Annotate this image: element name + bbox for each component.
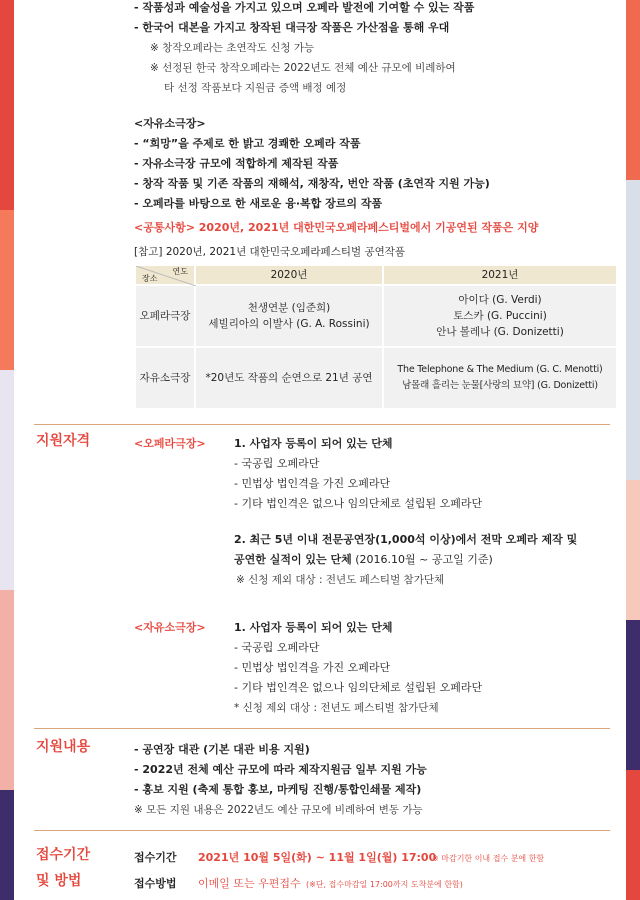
eligibility-opera-sub-3: - 기타 법인격은 없으나 임의단체로 설립된 오페라단 <box>234 497 483 510</box>
eligibility-opera-item-2b <box>234 552 493 568</box>
free-theater-line-1: - “희망”을 주제로 한 밝고 경쾌한 오페라 작품 <box>134 137 361 150</box>
eligibility-opera-item-1: 1. 사업자 등록이 되어 있는 단체 <box>234 437 393 450</box>
cell-2021 <box>383 347 617 409</box>
table-row <box>135 347 617 409</box>
right-decor-purple <box>626 620 640 770</box>
eligibility-free-sub-2: - 민법상 법인격을 가진 오페라단 <box>234 661 391 674</box>
work-title: The Telephone & The Medium (G. C. Menotti) <box>397 364 603 375</box>
venue-cell: 자유소극장 <box>135 347 195 409</box>
work-title: 남몰래 흘리는 눈물[사랑의 묘약] (G. Donizetti) <box>402 380 598 391</box>
common-note <box>134 220 538 236</box>
common-text: 2020년, 2021년 대한민국오페라페스티벌에서 기공연된 작품은 지양 <box>198 221 539 234</box>
application-title-2: 및 방법 <box>36 873 82 889</box>
eligibility-opera-item-2b-date: (2016.10월 ~ 공고일 기준) <box>351 553 493 566</box>
left-decor-purple <box>0 790 14 900</box>
corner-place-label: 장소 <box>142 274 158 283</box>
divider <box>34 424 610 425</box>
column-2020: 2020년 <box>195 265 383 285</box>
top-note-3: 타 선정 작품보다 지원금 증액 배정 예정 <box>164 82 347 94</box>
eligibility-opera-sub-2: - 민법상 법인격을 가진 오페라단 <box>234 477 391 490</box>
eligibility-opera-sub-1: - 국공립 오페라단 <box>234 457 320 470</box>
eligibility-free-exclude: * 신청 제외 대상 : 전년도 페스티벌 참가단체 <box>234 702 439 714</box>
common-label: <공통사항> <box>134 221 195 234</box>
right-decor-red <box>626 770 640 900</box>
free-theater-line-3: - 창작 작품 및 기존 작품의 재해석, 재창작, 번안 작품 (초연작 지원 가능) <box>134 177 490 190</box>
right-decor-orange <box>626 0 640 180</box>
table-row <box>135 285 617 347</box>
table-corner-cell <box>135 265 195 285</box>
work-title: 안나 볼레나 (G. Donizetti) <box>436 326 564 338</box>
work-title: 세빌리아의 이발사 (G. A. Rossini) <box>208 318 370 330</box>
eligibility-free-item-1: 1. 사업자 등록이 되어 있는 단체 <box>234 621 393 634</box>
right-decor-pink <box>626 480 640 620</box>
right-decor-gray <box>626 180 640 480</box>
left-decor-lavender <box>0 370 14 590</box>
eligibility-opera-exclude: ※ 신청 제외 대상 : 전년도 페스티벌 참가단체 <box>236 574 445 586</box>
application-title-1: 접수기간 <box>36 847 91 863</box>
divider <box>34 728 610 729</box>
method-value: 이메일 또는 우편접수 <box>198 877 301 890</box>
period-label: 접수기간 <box>134 851 177 864</box>
document-body <box>14 0 626 900</box>
top-note-1: ※ 창작오페라는 초연작도 신청 가능 <box>150 42 315 54</box>
left-decor-orange <box>0 210 14 370</box>
support-title: 지원내용 <box>36 739 91 755</box>
reference-table <box>134 264 618 410</box>
eligibility-opera-item-2a: 2. 최근 5년 이내 전문공연장(1,000석 이상)에서 전막 오페라 제작 및 <box>234 533 578 546</box>
support-line-3: - 홍보 지원 (축제 통합 홍보, 마케팅 진행/통합인쇄물 제작) <box>134 783 422 796</box>
eligibility-opera-item-2b-bold: 공연한 실적이 있는 단체 <box>234 553 352 566</box>
top-line-1: - 작품성과 예술성을 가지고 있으며 오페라 발전에 기여할 수 있는 작품 <box>134 1 475 14</box>
top-note-2: ※ 선정된 한국 창작오페라는 2022년도 전체 예산 규모에 비례하여 <box>150 62 456 74</box>
eligibility-opera-label: <오페라극장> <box>134 437 206 450</box>
cell-2020: *20년도 작품의 순연으로 21년 공연 <box>195 347 383 409</box>
table-header-row <box>135 265 617 285</box>
support-line-2: - 2022년 전체 예산 규모에 따라 제작지원금 일부 지원 가능 <box>134 763 427 776</box>
cell-2021 <box>383 285 617 347</box>
method-note: (※단, 접수마감일 17:00까지 도착분에 한함) <box>306 880 463 889</box>
cell-2020 <box>195 285 383 347</box>
method-label: 접수방법 <box>134 877 177 890</box>
eligibility-free-sub-1: - 국공립 오페라단 <box>234 641 320 654</box>
corner-year-label: 연도 <box>172 267 188 276</box>
left-decor-red <box>0 0 14 210</box>
period-value: 2021년 10월 5일(화) ~ 11월 1일(월) 17:00 <box>198 851 437 864</box>
column-2021: 2021년 <box>383 265 617 285</box>
work-title: 아이다 (G. Verdi) <box>458 294 542 306</box>
free-theater-line-4: - 오페라를 바탕으로 한 새로운 융·복합 장르의 작품 <box>134 197 383 210</box>
left-decor-pink <box>0 590 14 790</box>
free-theater-line-2: - 자유소극장 규모에 적합하게 제작된 작품 <box>134 157 339 170</box>
eligibility-free-sub-3: - 기타 법인격은 없으나 임의단체로 설립된 오페라단 <box>234 681 483 694</box>
support-note: ※ 모든 지원 내용은 2022년도 예산 규모에 비례하여 변동 가능 <box>134 804 423 816</box>
work-title: 토스카 (G. Puccini) <box>453 310 547 322</box>
top-line-2: - 한국어 대본을 가지고 창작된 대극장 작품은 가산점을 통해 우대 <box>134 21 450 34</box>
period-note: ※ 마감기한 이내 접수 분에 한함 <box>432 854 545 863</box>
reference-caption: [참고] 2020년, 2021년 대한민국오페라페스티벌 공연작품 <box>134 246 406 258</box>
free-theater-heading: <자유소극장> <box>134 117 206 130</box>
eligibility-free-label: <자유소극장> <box>134 621 206 634</box>
support-line-1: - 공연장 대관 (기본 대관 비용 지원) <box>134 743 310 756</box>
work-title: 천생연분 (임준희) <box>247 302 331 314</box>
venue-cell: 오페라극장 <box>135 285 195 347</box>
eligibility-title: 지원자격 <box>36 433 91 449</box>
divider <box>34 830 610 831</box>
